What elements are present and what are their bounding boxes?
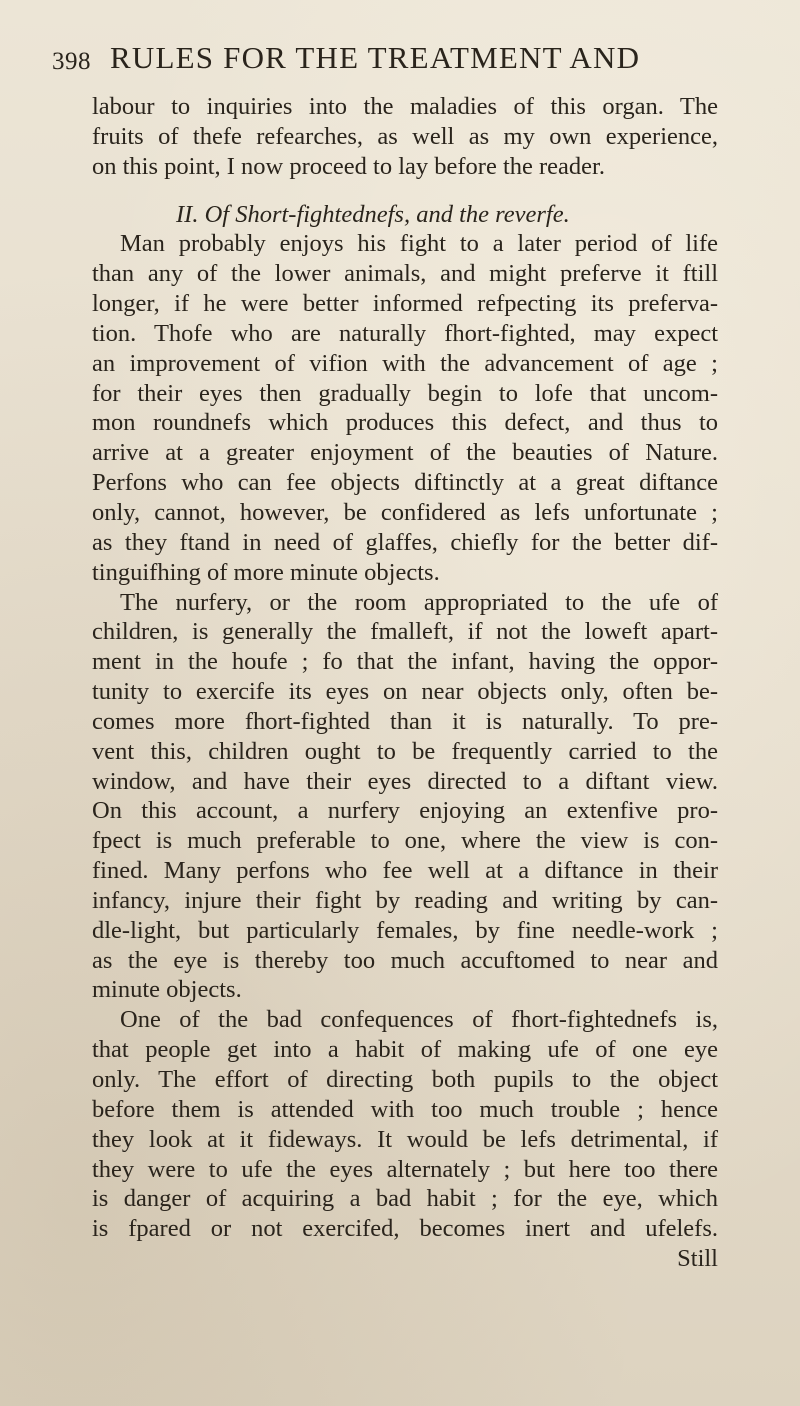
text-line: vent this, children ought to be frequently carried to the bbox=[92, 737, 718, 765]
page-number: 398 bbox=[52, 48, 91, 75]
text-line: mon roundnefs which produces this defect, and thus to bbox=[92, 409, 718, 437]
text-line: than any of the lower animals, and might preferve it ftill bbox=[92, 260, 718, 288]
page-header bbox=[52, 40, 752, 80]
text-line: infancy, injure their fight by reading and writing by can- bbox=[92, 886, 718, 914]
catchword: Still bbox=[677, 1245, 718, 1273]
section-heading: II. Of Short-fightednefs, and the reverfe. bbox=[176, 200, 570, 228]
text-line: is danger of acquiring a bad habit ; for the eye, which bbox=[92, 1185, 718, 1213]
text-line: Perfons who can fee objects diftinctly at a great diftance bbox=[92, 469, 718, 497]
text-line: dle-light, but particularly females, by fine needle-work ; bbox=[92, 916, 718, 944]
text-line: for their eyes then gradually begin to lofe that uncom- bbox=[92, 379, 718, 407]
text-line: they were to ufe the eyes alternately ; but here too there bbox=[92, 1155, 718, 1183]
text-line: as they ftand in need of glaffes, chiefly for the better dif- bbox=[92, 528, 718, 556]
text-line: that people get into a habit of making ufe of one eye bbox=[92, 1036, 718, 1064]
text-line: comes more fhort-fighted than it is naturally. To pre- bbox=[92, 707, 718, 735]
paragraph-first-line: One of the bad confequences of fhort-fightednefs is, bbox=[120, 1006, 718, 1034]
text-line: only. The effort of directing both pupils to the object bbox=[92, 1066, 718, 1093]
text-line: is fpared or not exercifed, becomes inert and ufelefs. bbox=[92, 1215, 718, 1243]
text-line: an improvement of vifion with the advancement of age ; bbox=[92, 349, 718, 377]
paragraph-first-line: Man probably enjoys his fight to a later period of life bbox=[120, 230, 718, 258]
text-line: arrive at a greater enjoyment of the beauties of Nature. bbox=[92, 439, 718, 467]
running-title: RULES FOR THE TREATMENT AND bbox=[110, 40, 641, 75]
text-line: fined. Many perfons who fee well at a diftance in their bbox=[92, 857, 718, 885]
body-text bbox=[92, 92, 718, 1274]
text-line: tion. Thofe who are naturally fhort-fighted, may expect bbox=[92, 319, 718, 347]
text-line: labour to inquiries into the maladies of this organ. The bbox=[92, 93, 718, 120]
text-line: on this point, I now proceed to lay before the reader. bbox=[92, 152, 605, 180]
text-line: minute objects. bbox=[92, 976, 242, 1004]
text-line: longer, if he were better informed refpecting its preferva- bbox=[92, 290, 718, 318]
text-line: On this account, a nurfery enjoying an extenfive pro- bbox=[92, 797, 718, 825]
text-line: fruits of thefe refearches, as well as my own experience, bbox=[92, 122, 718, 150]
text-line: as the eye is thereby too much accuftomed to near and bbox=[92, 946, 718, 974]
text-line: window, and have their eyes directed to a diftant view. bbox=[92, 767, 718, 795]
text-line: before them is attended with too much trouble ; hence bbox=[92, 1095, 718, 1123]
paragraph-first-line: The nurfery, or the room appropriated to the ufe of bbox=[120, 588, 718, 616]
text-line: children, is generally the fmalleft, if not the loweft apart- bbox=[92, 618, 718, 646]
text-line: only, cannot, however, be confidered as lefs unfortunate ; bbox=[92, 498, 718, 526]
text-line: tinguifhing of more minute objects. bbox=[92, 558, 440, 586]
text-line: they look at it fideways. It would be lefs detrimental, if bbox=[92, 1125, 718, 1153]
text-line: tunity to exercife its eyes on near objects only, often be- bbox=[92, 678, 718, 706]
text-line: ment in the houfe ; fo that the infant, having the oppor- bbox=[92, 648, 718, 676]
text-line: fpect is much preferable to one, where the view is con- bbox=[92, 827, 718, 855]
